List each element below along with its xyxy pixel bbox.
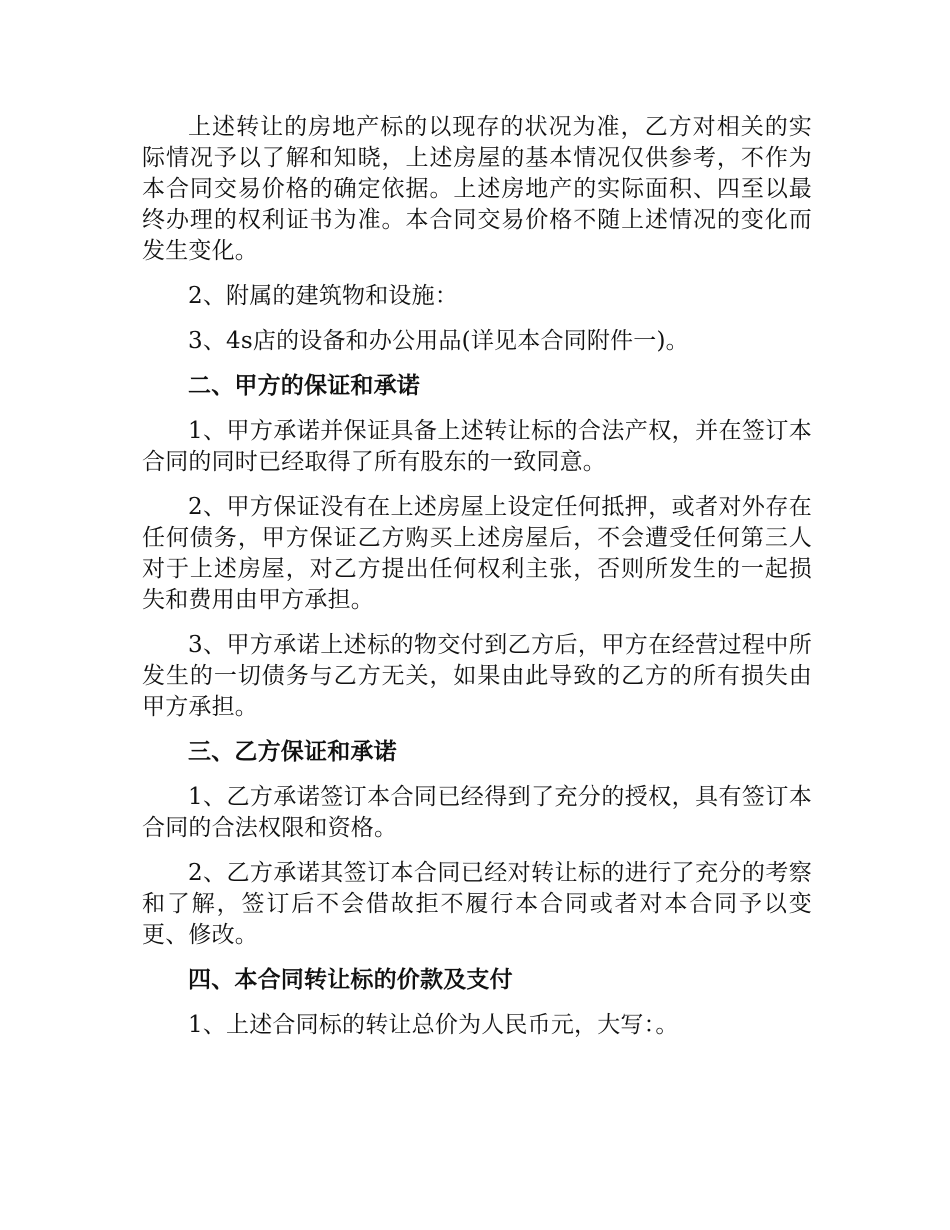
document-page	[142, 112, 812, 1055]
paragraph-attached-buildings: 2、附属的建筑物和设施：	[188, 283, 459, 309]
section-heading-price-payment: 四、本合同转让标的价款及支付	[188, 967, 513, 993]
paragraph-party-a-no-mortgage: 2、甲方保证没有在上述房屋上设定任何抵押，或者对外存在任何债务，甲方保证乙方购买上述房屋后，不会遭受任何第三人对于上述房屋，对乙方提出任何权利主张，否则所发生的一起损失和费用由甲方承担。	[142, 494, 812, 613]
paragraph-total-price: 1、上述合同标的转让总价为人民币元，大写：。	[188, 1012, 679, 1038]
paragraph-party-b-authorization: 1、乙方承诺签订本合同已经得到了充分的授权，具有签订本合同的合法权限和资格。	[142, 784, 812, 841]
paragraph-party-b-inspection: 2、乙方承诺其签订本合同已经对转让标的进行了充分的考察和了解，签订后不会借故拒不履行本合同或者对本合同予以变更、修改。	[142, 860, 812, 948]
section-heading-party-b: 三、乙方保证和承诺	[188, 739, 397, 765]
paragraph-party-a-ownership: 1、甲方承诺并保证具备上述转让标的合法产权，并在签订本合同的同时已经取得了所有股东的一致同意。	[142, 418, 812, 475]
paragraph-property-condition: 上述转让的房地产标的以现存的状况为准，乙方对相关的实际情况予以了解和知晓，上述房屋的基本情况仅供参考，不作为本合同交易价格的确定依据。上述房地产的实际面积、四至以最终办理的权利证书为准。本合同交易价格不随上述情况的变化而发生变化。	[142, 114, 812, 264]
paragraph-party-a-debts: 3、甲方承诺上述标的物交付到乙方后，甲方在经营过程中所发生的一切债务与乙方无关，如果由此导致的乙方的所有损失由甲方承担。	[142, 632, 812, 720]
section-heading-party-a: 二、甲方的保证和承诺	[188, 373, 420, 399]
paragraph-equipment: 3、4s店的设备和办公用品(详见本合同附件一)。	[188, 328, 689, 354]
